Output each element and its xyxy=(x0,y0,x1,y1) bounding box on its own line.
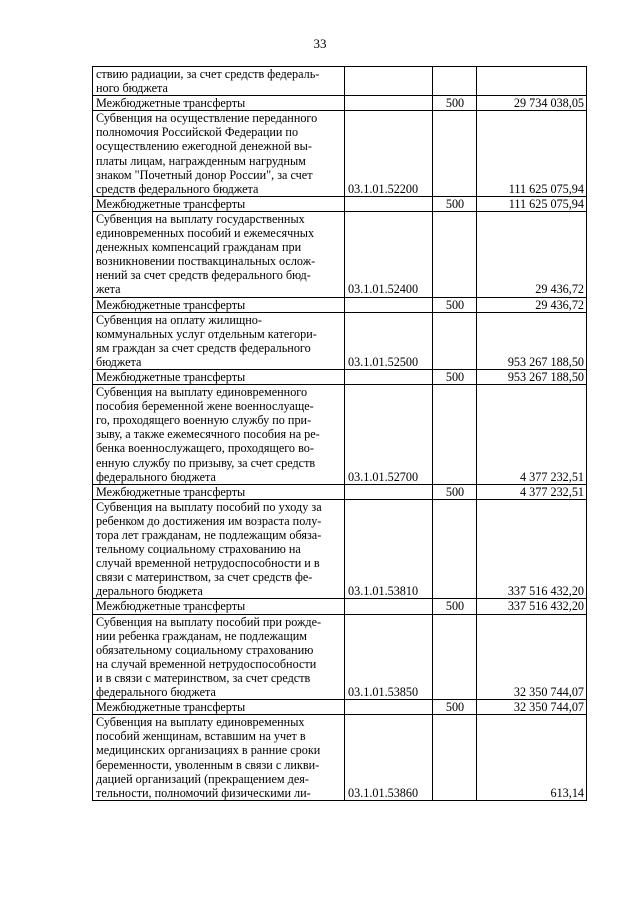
expense-name-line: единовременных пособий и ежемесячных xyxy=(96,226,315,241)
expense-name-line: Субвенция на выплату пособий при рожде- xyxy=(96,614,322,629)
expense-name-line: Межбюджетные трансферты xyxy=(96,700,246,715)
table-row xyxy=(93,211,587,297)
expense-name-line: дацией организаций (прекращением дея- xyxy=(96,771,309,786)
amount-cell: 337 516 432,20 xyxy=(477,499,587,599)
target-article-cell: 03.1.01.53850 xyxy=(345,614,433,700)
target-article-cell xyxy=(345,297,433,312)
expense-type-cell: 500 xyxy=(433,96,477,111)
table-row xyxy=(93,111,587,197)
table-row xyxy=(93,484,587,499)
expense-name-line: коммунальных услуг отдельным категори- xyxy=(96,326,317,341)
amount-cell xyxy=(477,67,587,96)
expense-name-line: нений за счет средств федерального бюд- xyxy=(96,268,311,283)
amount-cell: 29 734 038,05 xyxy=(477,96,587,111)
expense-type-cell xyxy=(433,211,477,297)
amount-cell: 29 436,72 xyxy=(477,297,587,312)
expense-name-cell xyxy=(93,484,345,499)
table-row xyxy=(93,369,587,384)
expense-name-line: Субвенция на осуществление переданного xyxy=(96,111,318,126)
table-row xyxy=(93,312,587,369)
expense-name-line: пособий женщинам, вставшим на учет в xyxy=(96,729,306,744)
amount-cell: 4 377 232,51 xyxy=(477,385,587,485)
expense-type-cell xyxy=(433,312,477,369)
expense-name-line: жета xyxy=(96,282,121,297)
expense-name-cell xyxy=(93,385,345,485)
table-row xyxy=(93,96,587,111)
amount-cell: 32 350 744,07 xyxy=(477,700,587,715)
expense-type-cell xyxy=(433,715,477,801)
expense-name-line: федерального бюджета xyxy=(96,685,216,700)
target-article-cell xyxy=(345,67,433,96)
expense-name-cell xyxy=(93,211,345,297)
expense-name-line: Субвенция на выплату государственных xyxy=(96,211,305,226)
expense-name-cell xyxy=(93,297,345,312)
expense-type-cell: 500 xyxy=(433,599,477,614)
expense-name-cell xyxy=(93,196,345,211)
target-article-cell: 03.1.01.52400 xyxy=(345,211,433,297)
expense-name-cell xyxy=(93,96,345,111)
expense-type-cell: 500 xyxy=(433,700,477,715)
expense-name-line: Межбюджетные трансферты xyxy=(96,484,246,499)
expense-name-line: тора лет гражданам, не подлежащим обяза- xyxy=(96,528,322,542)
table-row xyxy=(93,385,587,485)
expense-name-line: тельности, полномочий физическими ли- xyxy=(96,785,311,800)
expense-name-line: на случай временной нетрудоспособности xyxy=(96,656,317,671)
table-row xyxy=(93,599,587,614)
expense-type-cell: 500 xyxy=(433,484,477,499)
target-article-cell: 03.1.01.53860 xyxy=(345,715,433,801)
expense-name-line: медицинских организациях в ранние сроки xyxy=(96,743,321,758)
expense-name-line: возникновении поствакцинальных ослож- xyxy=(96,254,316,269)
target-article-cell xyxy=(345,196,433,211)
expense-name-line: ребенком до достижения им возраста полу- xyxy=(96,513,322,528)
amount-cell: 613,14 xyxy=(477,715,587,801)
expense-name-cell xyxy=(93,312,345,369)
expense-name-line: и в связи с материнством, за счет средств xyxy=(96,670,311,685)
amount-cell: 111 625 075,94 xyxy=(477,196,587,211)
expense-name-line: Субвенция на выплату пособий по уходу за xyxy=(96,499,322,514)
table-row xyxy=(93,67,587,96)
expense-name-line: нии ребенка гражданам, не подлежащим xyxy=(96,628,307,643)
expense-name-line: знаком "Почетный донор России", за счет xyxy=(96,167,313,182)
target-article-cell: 03.1.01.52200 xyxy=(345,111,433,197)
budget-table xyxy=(92,66,587,801)
expense-name-line: дерального бюджета xyxy=(96,584,203,599)
expense-name-line: полномочия Российской Федерации по xyxy=(96,125,299,140)
target-article-cell: 03.1.01.53810 xyxy=(345,499,433,599)
expense-name-line: осуществлению ежегодной денежной вы- xyxy=(96,139,312,154)
expense-type-cell xyxy=(433,385,477,485)
expense-name-line: ям граждан за счет средств федерального xyxy=(96,340,311,355)
expense-name-line: Межбюджетные трансферты xyxy=(96,599,246,614)
expense-name-line: беременности, уволенным в связи с ликви- xyxy=(96,757,320,772)
expense-name-line: ного бюджета xyxy=(96,81,168,96)
amount-cell: 4 377 232,51 xyxy=(477,484,587,499)
table-row xyxy=(93,499,587,599)
expense-type-cell: 500 xyxy=(433,196,477,211)
expense-name-cell xyxy=(93,599,345,614)
target-article-cell: 03.1.01.52500 xyxy=(345,312,433,369)
expense-name-line: бюджета xyxy=(96,354,142,369)
expense-type-cell: 500 xyxy=(433,297,477,312)
expense-name-line: Субвенция на выплату единовременных xyxy=(96,715,305,730)
expense-name-line: средств федерального бюджета xyxy=(96,181,259,196)
expense-type-cell xyxy=(433,614,477,700)
expense-name-cell xyxy=(93,499,345,599)
expense-type-cell xyxy=(433,67,477,96)
expense-name-line: обязательному социальному страхованию xyxy=(96,642,314,657)
expense-name-line: Межбюджетные трансферты xyxy=(96,369,246,384)
target-article-cell: 03.1.01.52700 xyxy=(345,385,433,485)
amount-cell: 32 350 744,07 xyxy=(477,614,587,700)
expense-name-line: пособия беременной жене военнослуаще- xyxy=(96,399,314,414)
target-article-cell xyxy=(345,599,433,614)
expense-name-line: бенка военнослужащего, проходящего во- xyxy=(96,441,314,456)
amount-cell: 111 625 075,94 xyxy=(477,111,587,197)
target-article-cell xyxy=(345,96,433,111)
expense-name-cell xyxy=(93,614,345,700)
expense-name-cell xyxy=(93,369,345,384)
expense-name-line: платы лицам, награжденным нагрудным xyxy=(96,153,306,168)
amount-cell: 953 267 188,50 xyxy=(477,369,587,384)
expense-name-line: Межбюджетные трансферты xyxy=(96,196,246,211)
table-row xyxy=(93,196,587,211)
expense-name-line: Межбюджетные трансферты xyxy=(96,297,246,312)
table-row xyxy=(93,297,587,312)
target-article-cell xyxy=(345,484,433,499)
expense-name-line: енную службу по призыву, за счет средств xyxy=(96,455,316,470)
expense-name-line: федерального бюджета xyxy=(96,469,216,484)
target-article-cell xyxy=(345,700,433,715)
expense-name-line: тельному социальному страхованию на xyxy=(96,542,301,557)
expense-name-line: го, проходящего военную службу по при- xyxy=(96,413,312,428)
expense-name-line: ствию радиации, за счет средств федераль- xyxy=(96,67,320,81)
amount-cell: 29 436,72 xyxy=(477,211,587,297)
table-row xyxy=(93,715,587,801)
expense-type-cell: 500 xyxy=(433,369,477,384)
table-row xyxy=(93,700,587,715)
expense-name-line: Межбюджетные трансферты xyxy=(96,96,246,111)
expense-name-cell xyxy=(93,67,345,96)
expense-name-cell xyxy=(93,111,345,197)
page-number: 33 xyxy=(313,36,327,51)
expense-name-line: денежных компенсаций гражданам при xyxy=(96,240,302,255)
amount-cell: 337 516 432,20 xyxy=(477,599,587,614)
table-row xyxy=(93,614,587,700)
expense-name-line: связи с материнством, за счет средств фе- xyxy=(96,570,313,585)
expense-name-cell xyxy=(93,700,345,715)
expense-name-line: Субвенция на выплату единовременного xyxy=(96,385,308,400)
target-article-cell xyxy=(345,369,433,384)
budget-table-body xyxy=(93,67,587,801)
expense-type-cell xyxy=(433,499,477,599)
amount-cell: 953 267 188,50 xyxy=(477,312,587,369)
expense-name-line: Субвенция на оплату жилищно- xyxy=(96,312,262,327)
expense-name-line: зыву, а также ежемесячного пособия на ре- xyxy=(96,427,320,442)
expense-type-cell xyxy=(433,111,477,197)
expense-name-cell xyxy=(93,715,345,801)
expense-name-line: случай временной нетрудоспособности и в xyxy=(96,556,320,571)
